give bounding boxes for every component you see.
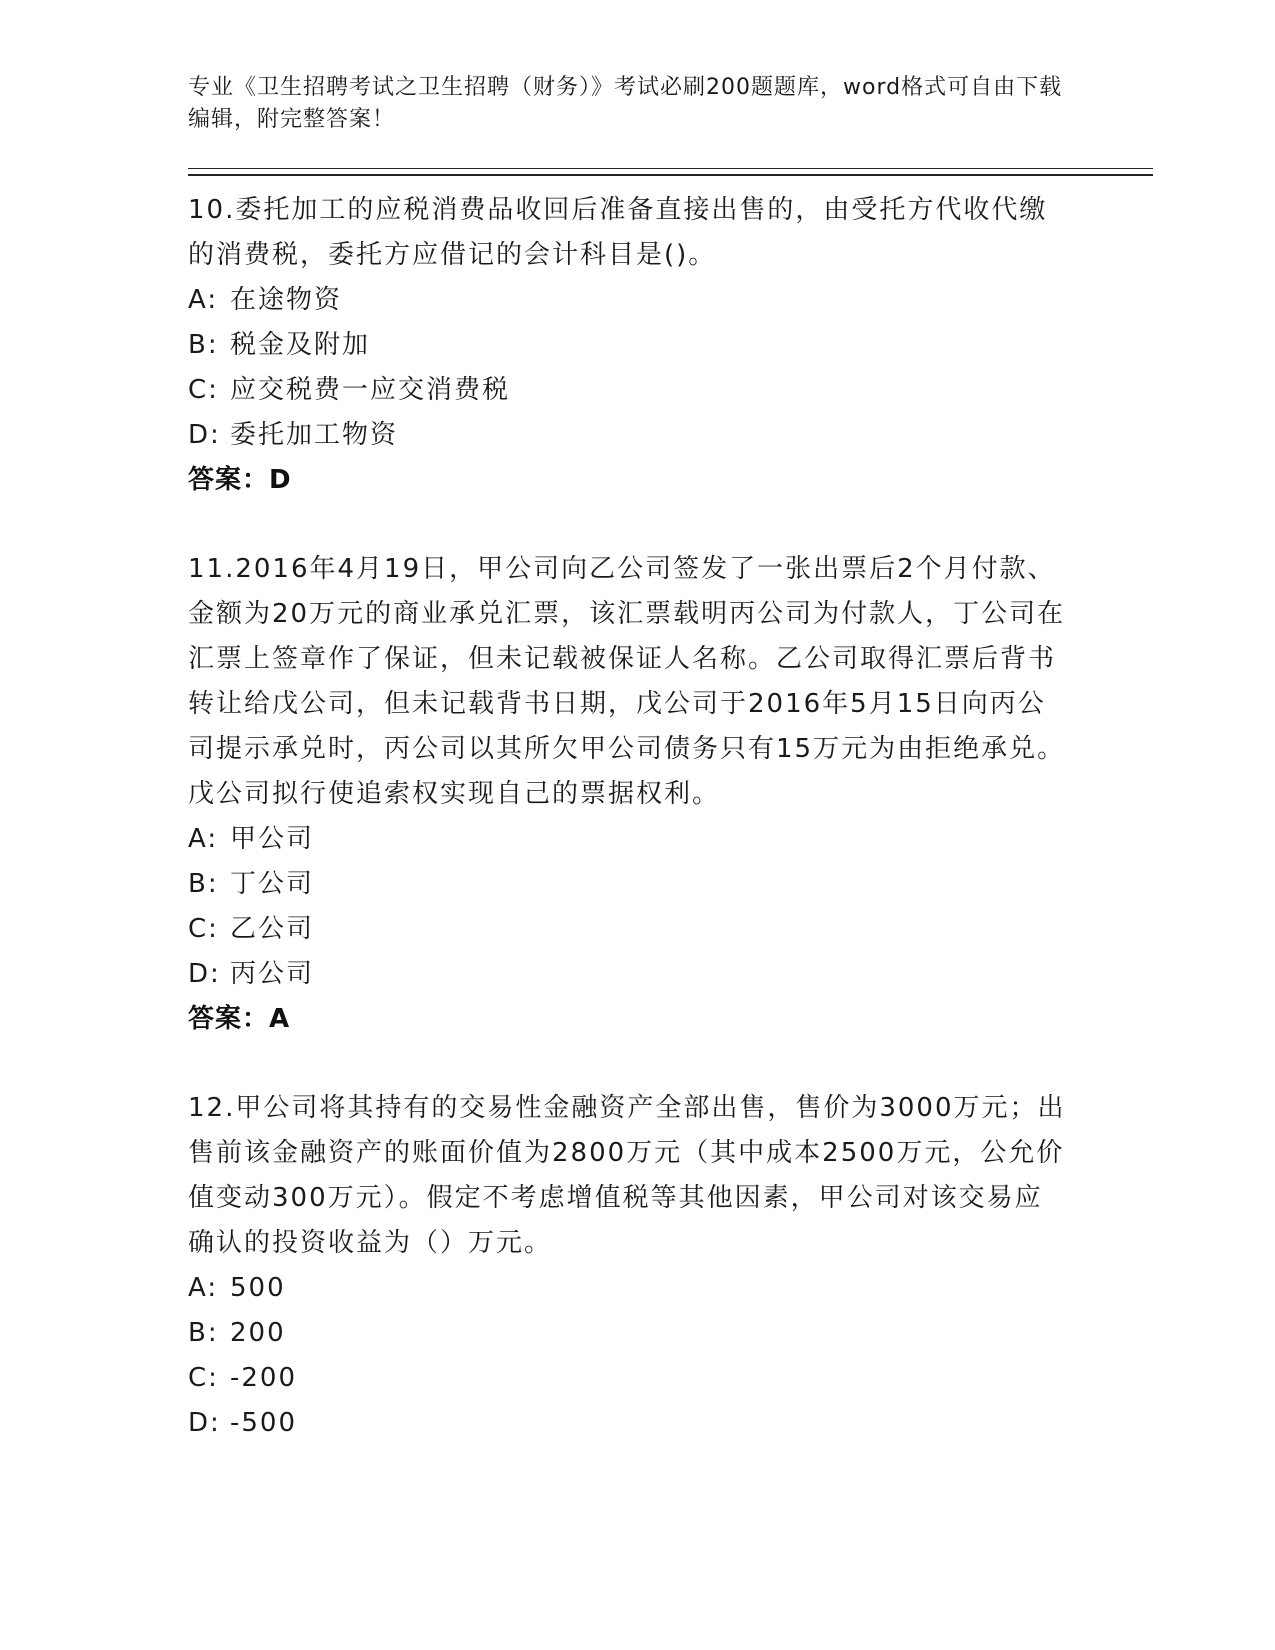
option-a bbox=[188, 278, 1153, 323]
option-letter: B: bbox=[188, 869, 219, 899]
option-a bbox=[188, 1266, 1153, 1311]
document-intro: 专业《卫生招聘考试之卫生招聘（财务）》考试必刷200题题库，word格式可自由下载编辑，附完整答案！ bbox=[188, 75, 1063, 132]
option-d bbox=[188, 952, 1153, 997]
option-letter: C: bbox=[188, 914, 219, 944]
option-text: -500 bbox=[230, 1408, 298, 1438]
option-letter: B: bbox=[188, 1318, 219, 1348]
option-text: -200 bbox=[230, 1363, 298, 1393]
option-text: 500 bbox=[230, 1273, 286, 1303]
option-text: 应交税费一应交消费税 bbox=[230, 375, 511, 405]
option-text: 税金及附加 bbox=[230, 330, 371, 360]
option-letter: B: bbox=[188, 330, 219, 360]
option-letter: A: bbox=[188, 285, 219, 315]
option-text: 丁公司 bbox=[230, 869, 315, 899]
option-a bbox=[188, 817, 1153, 862]
option-letter: D: bbox=[188, 420, 221, 450]
option-letter: A: bbox=[188, 1273, 219, 1303]
question-stem: 11.2016年4月19日，甲公司向乙公司签发了一张出票后2个月付款、金额为20万元的商业承兑汇票，该汇票载明丙公司为付款人，丁公司在汇票上签章作了保证，但未记载被保证人名称。乙公司取得汇票后背书转让给戊公司，但未记载背书日期，戊公司于2016年5月15日向丙公司提示承兑时，丙公司以其所欠甲公司债务只有15万元为由拒绝承兑。戊公司拟行使追索权实现自己的票据权利。 bbox=[188, 554, 1066, 809]
document-page bbox=[188, 72, 1153, 1446]
header-divider bbox=[188, 168, 1153, 176]
answer-line: 答案：D bbox=[188, 465, 292, 495]
option-b bbox=[188, 323, 1153, 368]
option-text: 乙公司 bbox=[230, 914, 315, 944]
question-stem: 10.委托加工的应税消费品收回后准备直接出售的，由受托方代收代缴的消费税，委托方应借记的会计科目是()。 bbox=[188, 195, 1048, 270]
option-d bbox=[188, 413, 1153, 458]
option-text: 200 bbox=[230, 1318, 286, 1348]
question-11 bbox=[188, 547, 1153, 1042]
option-c bbox=[188, 1356, 1153, 1401]
option-c bbox=[188, 907, 1153, 952]
option-list bbox=[188, 1266, 1153, 1446]
answer-line: 答案：A bbox=[188, 1004, 291, 1034]
option-letter: D: bbox=[188, 959, 221, 989]
option-c bbox=[188, 368, 1153, 413]
option-list bbox=[188, 817, 1153, 997]
option-letter: D: bbox=[188, 1408, 221, 1438]
question-12 bbox=[188, 1086, 1153, 1446]
option-list bbox=[188, 278, 1153, 458]
question-stem: 12.甲公司将其持有的交易性金融资产全部出售，售价为3000万元；出售前该金融资产的账面价值为2800万元（其中成本2500万元，公允价值变动300万元）。假定不考虑增值税等其他因素，甲公司对该交易应确认的投资收益为（）万元。 bbox=[188, 1093, 1066, 1258]
option-text: 甲公司 bbox=[230, 824, 315, 854]
option-text: 丙公司 bbox=[230, 959, 315, 989]
option-text: 在途物资 bbox=[230, 285, 343, 315]
option-text: 委托加工物资 bbox=[230, 420, 399, 450]
option-b bbox=[188, 862, 1153, 907]
option-letter: C: bbox=[188, 375, 219, 405]
option-d bbox=[188, 1401, 1153, 1446]
question-10 bbox=[188, 188, 1153, 503]
option-letter: A: bbox=[188, 824, 219, 854]
option-b bbox=[188, 1311, 1153, 1356]
option-letter: C: bbox=[188, 1363, 219, 1393]
